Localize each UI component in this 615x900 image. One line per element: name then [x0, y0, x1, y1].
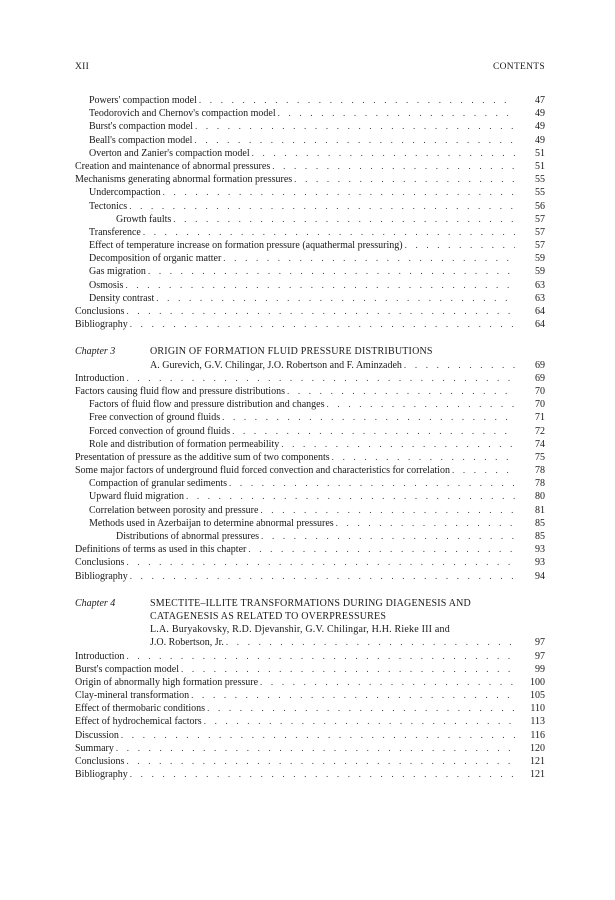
- running-head-title: CONTENTS: [492, 62, 545, 72]
- leader-dots: [156, 292, 515, 305]
- leader-dots: [248, 543, 515, 556]
- toc-entry[interactable]: [75, 517, 545, 530]
- toc-entry-page: 56: [535, 200, 545, 212]
- toc-entry-title: Effect of temperature increase on formation pressure (aquathermal pressuring): [89, 240, 403, 252]
- toc-entry-title: Creation and maintenance of abnormal pressures: [75, 160, 271, 172]
- leader-dots: [336, 517, 515, 530]
- toc-entry[interactable]: [75, 729, 545, 742]
- toc-entry-title: Compaction of granular sediments: [89, 478, 228, 490]
- leader-dots: [130, 768, 515, 781]
- toc-entry-title: Definitions of terms as used in this chapter: [75, 544, 247, 556]
- toc-entry-page: 49: [535, 108, 545, 120]
- leader-dots: [186, 490, 515, 503]
- toc-entry-title: Bibliography: [75, 570, 128, 582]
- toc-entry-page: 99: [535, 663, 545, 675]
- toc-entry-page: 100: [530, 676, 545, 688]
- leader-dots: [272, 160, 515, 173]
- toc-entry[interactable]: [75, 252, 545, 265]
- toc-entry-title: Conclusions: [75, 557, 125, 569]
- toc-entry[interactable]: [75, 160, 545, 173]
- toc-entry-title: Decomposition of organic matter: [89, 253, 222, 265]
- toc-entry[interactable]: [75, 411, 545, 424]
- toc-entry-title: Forced convection of ground fluids: [89, 425, 231, 437]
- toc-entry-title: Density contrast: [89, 292, 155, 304]
- leader-dots: [260, 504, 515, 517]
- toc-entry[interactable]: [75, 768, 545, 781]
- leader-dots: [195, 120, 515, 133]
- leader-dots: [126, 372, 515, 385]
- toc-entry-page: 70: [535, 385, 545, 397]
- toc-entry-title: Osmosis: [89, 279, 124, 291]
- leader-dots: [199, 94, 515, 107]
- toc-entry-title: Undercompaction: [89, 187, 161, 199]
- toc-entry-page: 69: [535, 372, 545, 384]
- toc-entry-title: Effect of thermobaric conditions: [75, 703, 206, 715]
- toc-entry-page: 72: [535, 425, 545, 437]
- toc-entry-page: 49: [535, 134, 545, 146]
- toc-entry-page: 51: [535, 160, 545, 172]
- toc-entry[interactable]: [75, 385, 545, 398]
- leader-dots: [222, 411, 515, 424]
- chapter3-page: 69: [535, 359, 545, 371]
- toc-entry[interactable]: [75, 94, 545, 107]
- toc-entry[interactable]: [75, 663, 545, 676]
- toc-entry-title: Tectonics: [89, 200, 128, 212]
- toc-entry[interactable]: [75, 530, 545, 543]
- toc-entry-title: Burst's compaction model: [89, 121, 194, 133]
- toc-entry[interactable]: [75, 676, 545, 689]
- toc-entry[interactable]: [75, 715, 545, 728]
- toc-entry-page: 97: [535, 650, 545, 662]
- toc-entry-title: Methods used in Azerbaijan to determine abnormal pressures: [89, 517, 334, 529]
- chapter4-authors-2: J.O. Robertson, Jr.: [150, 637, 224, 649]
- table-of-contents: [75, 94, 545, 781]
- toc-entry[interactable]: [75, 318, 545, 331]
- toc-entry-page: 78: [535, 465, 545, 477]
- toc-entry[interactable]: [75, 650, 545, 663]
- chapter3-label: Chapter 3: [75, 346, 116, 358]
- leader-dots: [126, 650, 515, 663]
- leader-dots: [116, 742, 515, 755]
- leader-dots: [226, 636, 515, 649]
- chapter3-heading[interactable]: [75, 345, 545, 358]
- toc-entry[interactable]: [75, 556, 545, 569]
- leader-dots: [194, 134, 515, 147]
- chapter4-title-line1: SMECTITE–ILLITE TRANSFORMATIONS DURING DIAGENESIS AND: [150, 597, 471, 609]
- toc-entry-page: 71: [535, 412, 545, 424]
- toc-entry[interactable]: [75, 265, 545, 278]
- chapter3-authors-row[interactable]: [75, 359, 545, 372]
- leader-dots: [121, 729, 515, 742]
- toc-entry-title: Bibliography: [75, 769, 128, 781]
- toc-entry-title: Discussion: [75, 729, 119, 741]
- chapter4-authors-row[interactable]: [75, 636, 545, 649]
- toc-entry-page: 116: [530, 729, 545, 741]
- toc-entry-title: Powers' compaction model: [89, 95, 197, 106]
- toc-entry[interactable]: [75, 107, 545, 120]
- leader-dots: [129, 200, 515, 213]
- toc-entry-title: Bibliography: [75, 319, 128, 331]
- toc-entry-title: Transference: [89, 226, 141, 238]
- toc-entry-title: Free convection of ground fluids: [89, 412, 221, 424]
- leader-dots: [232, 425, 515, 438]
- toc-block-chapter2-continued: [75, 94, 545, 331]
- toc-entry-page: 105: [530, 690, 545, 702]
- toc-entry-title: Factors of fluid flow and pressure distribution and changes: [89, 399, 325, 411]
- leader-dots: [332, 451, 515, 464]
- toc-entry-title: Growth faults: [116, 213, 172, 225]
- toc-entry[interactable]: [75, 570, 545, 583]
- toc-entry[interactable]: [75, 543, 545, 556]
- leader-dots: [181, 663, 515, 676]
- toc-entry[interactable]: [75, 372, 545, 385]
- toc-entry-page: 93: [535, 544, 545, 556]
- leader-dots: [126, 556, 515, 569]
- toc-entry-page: 57: [535, 240, 545, 252]
- toc-entry[interactable]: [75, 134, 545, 147]
- toc-entry[interactable]: [75, 186, 545, 199]
- toc-entry[interactable]: [75, 213, 545, 226]
- toc-entry-page: 49: [535, 121, 545, 133]
- toc-entry-page: 93: [535, 557, 545, 569]
- leader-dots: [261, 530, 515, 543]
- toc-block-chapter4: [75, 650, 545, 782]
- toc-entry[interactable]: [75, 305, 545, 318]
- toc-entry[interactable]: [75, 239, 545, 252]
- toc-entry-page: 70: [535, 399, 545, 411]
- leader-dots: [143, 226, 515, 239]
- toc-entry[interactable]: [75, 147, 545, 160]
- chapter4-title-continued: [75, 610, 545, 623]
- chapter4-title-line2: CATAGENESIS AS RELATED TO OVERPRESSURES: [150, 610, 387, 622]
- toc-entry[interactable]: [75, 425, 545, 438]
- toc-entry[interactable]: [75, 755, 545, 768]
- toc-entry[interactable]: [75, 200, 545, 213]
- toc-entry[interactable]: [75, 292, 545, 305]
- toc-entry-page: 110: [530, 703, 545, 715]
- leader-dots: [229, 477, 515, 490]
- chapter3-title: ORIGIN OF FORMATION FLUID PRESSURE DISTRIBUTIONS: [150, 346, 433, 358]
- toc-entry-page: 57: [535, 213, 545, 225]
- leader-dots: [404, 359, 515, 372]
- spacer: [75, 331, 545, 345]
- toc-entry[interactable]: [75, 120, 545, 133]
- toc-entry-title: Upward fluid migration: [89, 491, 184, 503]
- leader-dots: [126, 305, 515, 318]
- chapter4-page: 97: [535, 637, 545, 649]
- toc-entry-page: 51: [535, 147, 545, 159]
- toc-entry-page: 55: [535, 187, 545, 199]
- leader-dots: [252, 147, 515, 160]
- toc-entry-page: 64: [535, 319, 545, 331]
- toc-entry-title: Origin of abnormally high formation pressure: [75, 676, 259, 688]
- running-header: [75, 62, 545, 76]
- toc-entry-title: Introduction: [75, 372, 125, 384]
- chapter4-authors-line: [75, 623, 545, 636]
- toc-entry-page: 94: [535, 570, 545, 582]
- leader-dots: [278, 107, 515, 120]
- toc-entry-page: 85: [535, 517, 545, 529]
- leader-dots: [327, 398, 515, 411]
- toc-entry-page: 121: [530, 769, 545, 781]
- leader-dots: [405, 239, 515, 252]
- toc-entry[interactable]: [75, 226, 545, 239]
- toc-entry[interactable]: [75, 173, 545, 186]
- toc-entry[interactable]: [75, 438, 545, 451]
- chapter4-label: Chapter 4: [75, 597, 116, 609]
- toc-entry-page: 57: [535, 226, 545, 238]
- toc-entry-title: Factors causing fluid flow and pressure distributions: [75, 385, 285, 397]
- toc-entry-page: 80: [535, 491, 545, 503]
- toc-entry-page: 120: [530, 742, 545, 754]
- leader-dots: [294, 173, 515, 186]
- leader-dots: [163, 186, 515, 199]
- chapter4-authors-1: L.A. Buryakovsky, R.D. Djevanshir, G.V. Chilingar, H.H. Rieke III and: [150, 624, 450, 636]
- toc-entry-title: Conclusions: [75, 306, 125, 317]
- toc-entry-title: Beall's compaction model: [89, 134, 193, 146]
- toc-entry-page: 81: [535, 504, 545, 516]
- toc-entry-title: Presentation of pressure as the additive sum of two components: [75, 451, 330, 463]
- leader-dots: [173, 213, 515, 226]
- toc-entry-title: Distributions of abnormal pressures: [116, 531, 260, 542]
- toc-entry-title: Gas migration: [89, 266, 146, 278]
- toc-entry[interactable]: [75, 398, 545, 411]
- toc-entry-page: 63: [535, 279, 545, 291]
- toc-entry-page: 121: [530, 756, 545, 767]
- toc-entry-title: Overton and Zanier's compaction model: [89, 147, 250, 159]
- leader-dots: [207, 702, 515, 715]
- leader-dots: [130, 570, 515, 583]
- toc-entry[interactable]: [75, 279, 545, 292]
- toc-entry-page: 113: [530, 716, 545, 728]
- toc-entry[interactable]: [75, 689, 545, 702]
- toc-entry-page: 85: [535, 531, 545, 542]
- toc-entry-page: 78: [535, 478, 545, 490]
- toc-entry[interactable]: [75, 504, 545, 517]
- spacer: [75, 583, 545, 597]
- toc-entry-page: 55: [535, 174, 545, 186]
- toc-entry-title: Clay-mineral transformation: [75, 690, 190, 702]
- chapter4-heading[interactable]: [75, 597, 545, 610]
- toc-entry-title: Some major factors of underground fluid forced convection and characteristics for correlation: [75, 465, 450, 477]
- toc-entry-title: Mechanisms generating abnormal formation pressures: [75, 174, 293, 186]
- toc-entry-page: 64: [535, 306, 545, 317]
- toc-entry-title: Summary: [75, 742, 114, 754]
- toc-entry-page: 59: [535, 253, 545, 265]
- toc-entry-title: Conclusions: [75, 756, 125, 767]
- toc-entry-title: Role and distribution of formation permeability: [89, 438, 280, 450]
- leader-dots: [260, 676, 515, 689]
- leader-dots: [223, 252, 515, 265]
- leader-dots: [148, 265, 515, 278]
- leader-dots: [287, 385, 515, 398]
- toc-entry-page: 63: [535, 292, 545, 304]
- toc-block-chapter3: [75, 372, 545, 583]
- page-number-roman: XII: [75, 62, 90, 72]
- chapter3-authors: A. Gurevich, G.V. Chilingar, J.O. Robertson and F. Aminzadeh: [150, 359, 402, 371]
- toc-entry-title: Correlation between porosity and pressure: [89, 504, 259, 516]
- toc-entry[interactable]: [75, 477, 545, 490]
- leader-dots: [126, 755, 515, 768]
- leader-dots: [204, 715, 515, 728]
- toc-entry-page: 47: [535, 95, 545, 106]
- toc-entry[interactable]: [75, 702, 545, 715]
- toc-entry-page: 75: [535, 451, 545, 463]
- toc-entry-page: 74: [535, 438, 545, 450]
- toc-entry-title: Teodorovich and Chernov's compaction model: [89, 108, 276, 120]
- toc-entry-title: Effect of hydrochemical factors: [75, 716, 202, 728]
- leader-dots: [281, 438, 515, 451]
- toc-entry-title: Burst's compaction model: [75, 663, 180, 675]
- leader-dots: [452, 464, 515, 477]
- leader-dots: [125, 279, 515, 292]
- leader-dots: [191, 689, 515, 702]
- toc-entry[interactable]: [75, 451, 545, 464]
- toc-entry-page: 59: [535, 266, 545, 278]
- toc-entry[interactable]: [75, 490, 545, 503]
- leader-dots: [130, 318, 515, 331]
- toc-entry-title: Introduction: [75, 650, 125, 662]
- toc-entry[interactable]: [75, 464, 545, 477]
- toc-entry[interactable]: [75, 742, 545, 755]
